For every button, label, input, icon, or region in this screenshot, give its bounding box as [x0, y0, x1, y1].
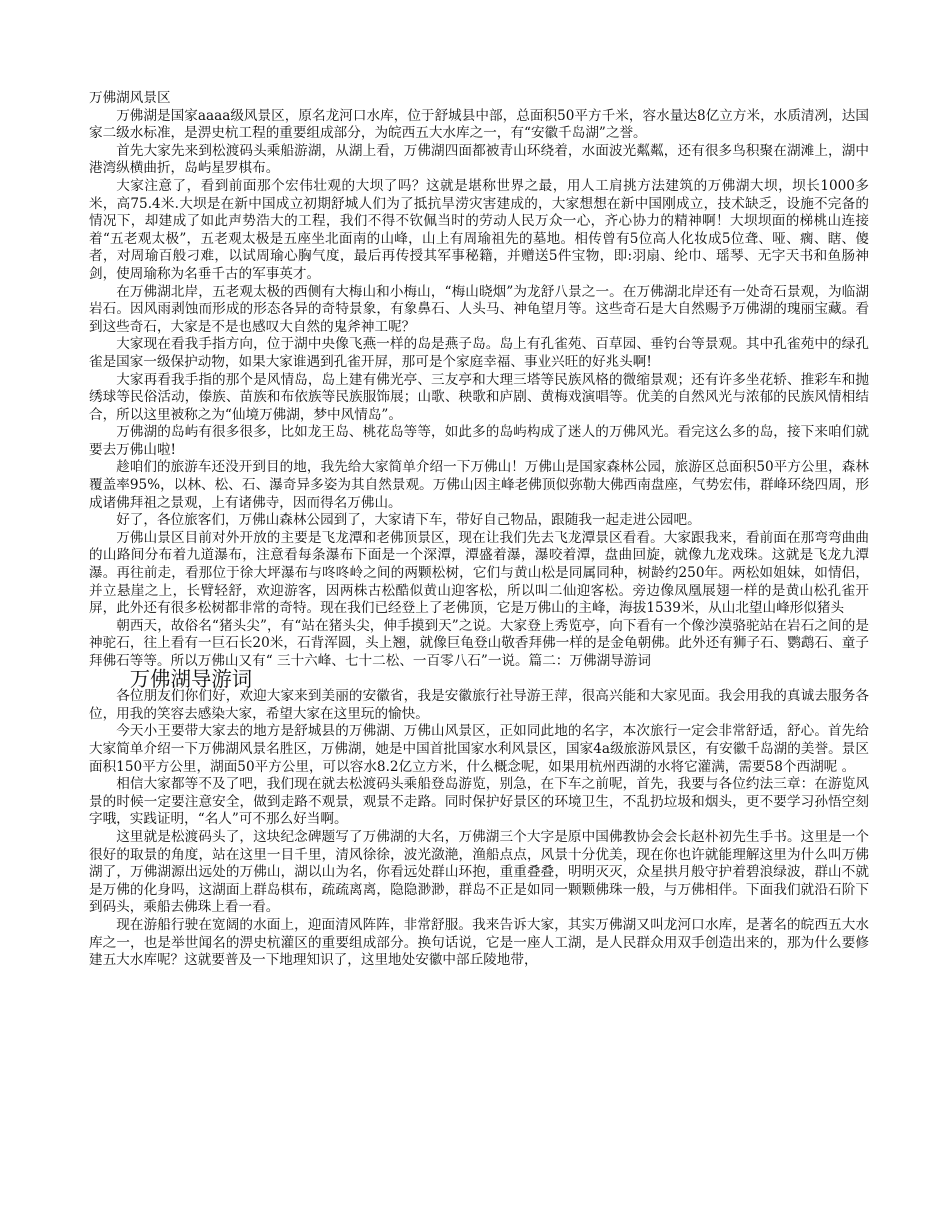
section-subtitle: 万佛湖导游词: [129, 666, 253, 691]
paragraph: 现在游船行驶在宽阔的水面上，迎面清风阵阵，非常舒服。我来告诉大家，其实万佛湖又叫龙河口水库，是著名的皖西五大水库之一，也是举世闻名的淠史杭灌区的重要组成部分。换句话说，它是一座人工湖，是人民群众用双手创造出来的，那为什么要修建五大水库呢？这就要普及一下地理知识了，这里地处安徽中部丘陵地带，: [89, 916, 869, 969]
paragraph: 首先大家先来到松渡码头乘船游湖，从湖上看，万佛湖四面都被青山环绕着，水面波光粼粼，还有很多鸟积聚在湖滩上，湖中港湾纵横曲折，岛屿星罗棋布。: [89, 142, 869, 177]
paragraph: 各位朋友们你们好，欢迎大家来到美丽的安徽省，我是安徽旅行社导游王萍，很高兴能和大家见面。我会用我的真诚去服务各位，用我的笑容去感染大家，希望大家在这里玩的愉快。: [89, 688, 869, 722]
paragraph: 今天小王要带大家去的地方是舒城县的万佛湖、万佛山风景区，正如同此地的名字，本次旅行一定会非常舒适，舒心。首先给大家简单介绍一下万佛湖风景名胜区，万佛湖，她是中国首批国家水利风景区，国家4a级旅游风景区，有安徽千岛湖的美誉。景区面积150平方公里，湖面50平方公里，可以容水8.2亿立方米，什么概念呢，如果用杭州西湖的水将它灌满，需要58个西湖呢 。: [89, 723, 869, 775]
paragraph: 朝西天，故俗名“猪头尖”，有“站在猪头尖，伸手摸到天”之说。大家登上秀览亭，向下看有一个像沙漠骆驼站在岩石之间的是神驼石，往上看有一巨石长20米，石背浑圆，头上翘，就像巨龟登山敬香拜佛一样的是金龟朝佛。此外还有狮子石、鹦鹉石、童子拜佛石等等。所以万佛山又有“ 三十六峰、七十二松、一百零八石”一说。篇二：万佛湖导游词: [89, 617, 869, 669]
paragraph: 相信大家都等不及了吧，我们现在就去松渡码头乘船登岛游览，别急，在下车之前呢，首先，我要与各位约法三章：在游览风景的时候一定要注意安全，做到走路不观景，观景不走路。同时保护好景区的环境卫生，不乱扔垃圾和烟头，更不要学习孙悟空刻字哦，实践证明，“名人”可不那么好当啊。: [89, 776, 869, 828]
paragraph: 大家注意了，看到前面那个宏伟壮观的大坝了吗？这就是堪称世界之最，用人工肩挑方法建筑的万佛湖大坝，坝长1000多米，高75.4米.大坝是在新中国成立初期舒城人们为了抵抗旱涝灾害建成的，大家想想在新中国刚成立，技术缺乏，设施不完备的情况下，却建成了如此声势浩大的工程，我们不得不钦佩当时的劳动人民万众一心，齐心协力的精神啊！大坝坝面的梯桃山连接着“五老观太极”，五老观太极是五座坐北面南的山峰，山上有周瑜祖先的墓地。相传曾有5位高人化妆成5位聋、哑、瘸、瞎、傻者，对周瑜百般刁难，以试周瑜心胸气度，最后再传授其军事秘籍，并赠送5件宝物，即:羽扇、纶巾、瑶琴、无字天书和鱼肠神剑，使周瑜称为名垂千古的军事英才。: [89, 177, 869, 282]
paragraph: 万佛湖的岛屿有很多很多，比如龙王岛、桃花岛等等，如此多的岛屿构成了迷人的万佛风光。看完这么多的岛，接下来咱们就要去万佛山啦!: [89, 424, 869, 458]
paragraph: 好了，各位旅客们，万佛山森林公园到了，大家请下车，带好自己物品，跟随我一起走进公园吧。: [116, 512, 701, 529]
paragraph: 这里就是松渡码头了，这块纪念碑题写了万佛湖的大名，万佛湖三个大字是原中国佛教协会会长赵朴初先生手书。这里是一个很好的取景的角度，站在这里一目千里，清风徐徐，波光潋滟，渔船点点，风景十分优美，现在你也许就能理解这里为什么叫万佛湖了，万佛湖源出远处的万佛山，湖以山为名，你看远处群山环抱，重重叠叠，明明灭灭，众星拱月般守护着碧浪绿波，群山不就是万佛的化身吗，这湖面上群岛棋布，疏疏离离，隐隐渺渺，群岛不正是如同一颗颗佛珠一般，与万佛相伴。下面我们就沿石阶下到码头，乘船去佛珠上看一看。: [89, 828, 869, 916]
paragraph: 趁咱们的旅游车还没开到目的地，我先给大家简单介绍一下万佛山！万佛山是国家森林公园，旅游区总面积50平方公里，森林覆盖率95%，以林、松、石、瀑奇异多姿为其自然景观。万佛山因主峰老佛顶似弥勒大佛西南盘座，气势宏伟，群峰环绕四周，形成诸佛拜祖之景观，上有诸佛寺，因而得名万佛山。: [89, 459, 869, 511]
document-page: [89, 90, 869, 970]
document-title: 万佛湖风景区: [89, 90, 171, 106]
paragraph: 万佛山景区目前对外开放的主要是飞龙潭和老佛顶景区，现在让我们先去飞龙潭景区看看。大家跟我来，看前面在那弯弯曲曲的山路间分布着九道瀑布，注意看每条瀑布下面是一个深潭，潭盛着瀑，瀑咬着潭，盘曲回旋，就像九龙戏珠。这就是飞龙九潭瀑。再往前走，看那位于徐大坪瀑布与咚咚岭之间的两颗松树，它们与黄山松是同属同种，树龄约250年。两松如姐妹，如情侣，并立悬崖之上，长臂轻舒，欢迎游客，因两株古松酷似黄山迎客松，所以叫二仙迎客松。旁边像凤凰展翅一样的是黄山松孔雀开屏，此外还有很多松树都非常的奇特。现在我们已经登上了老佛顶，它是万佛山的主峰，海拔1539米，从山北望山峰形似猪头: [89, 529, 869, 617]
paragraph: 大家现在看我手指方向，位于湖中央像飞燕一样的岛是燕子岛。岛上有孔雀苑、百草园、垂钓台等景观。其中孔雀苑中的绿孔雀是国家一级保护动物，如果大家谁遇到孔雀开屏，那可是个家庭幸福、事业兴旺的好兆头啊!: [89, 336, 869, 370]
paragraph: 在万佛湖北岸，五老观太极的西侧有大梅山和小梅山，“梅山晓烟”为龙舒八景之一。在万佛湖北岸还有一处奇石景观，为临湖岩石。因风雨剥蚀而形成的形态各异的奇特景象，有象鼻石、人头马、神龟望月等。这些奇石是大自然赐予万佛湖的瑰丽宝藏。看到这些奇石，大家是不是也感叹大自然的鬼斧神工呢？: [89, 283, 869, 335]
paragraph: 大家再看我手指的那个是风情岛，岛上建有佛光亭、三友亭和大理三塔等民族风格的微缩景观；还有许多坐花轿、推彩车和抛绣球等民俗活动，傣族、苗族和布依族等民族服饰展；山歌、秧歌和庐剧、黄梅戏演唱等。优美的自然风光与浓郁的民族风情相结合，所以这里被称之为“仙境万佛湖，梦中风情岛”。: [89, 371, 869, 423]
paragraph: 万佛湖是国家aaaa级风景区，原名龙河口水库，位于舒城县中部，总面积50平方千米，容水量达8亿立方米，水质清冽，达国家二级水标准，是淠史杭工程的重要组成部分，为皖西五大水库之一，有“安徽千岛湖”之誉。: [89, 107, 869, 142]
